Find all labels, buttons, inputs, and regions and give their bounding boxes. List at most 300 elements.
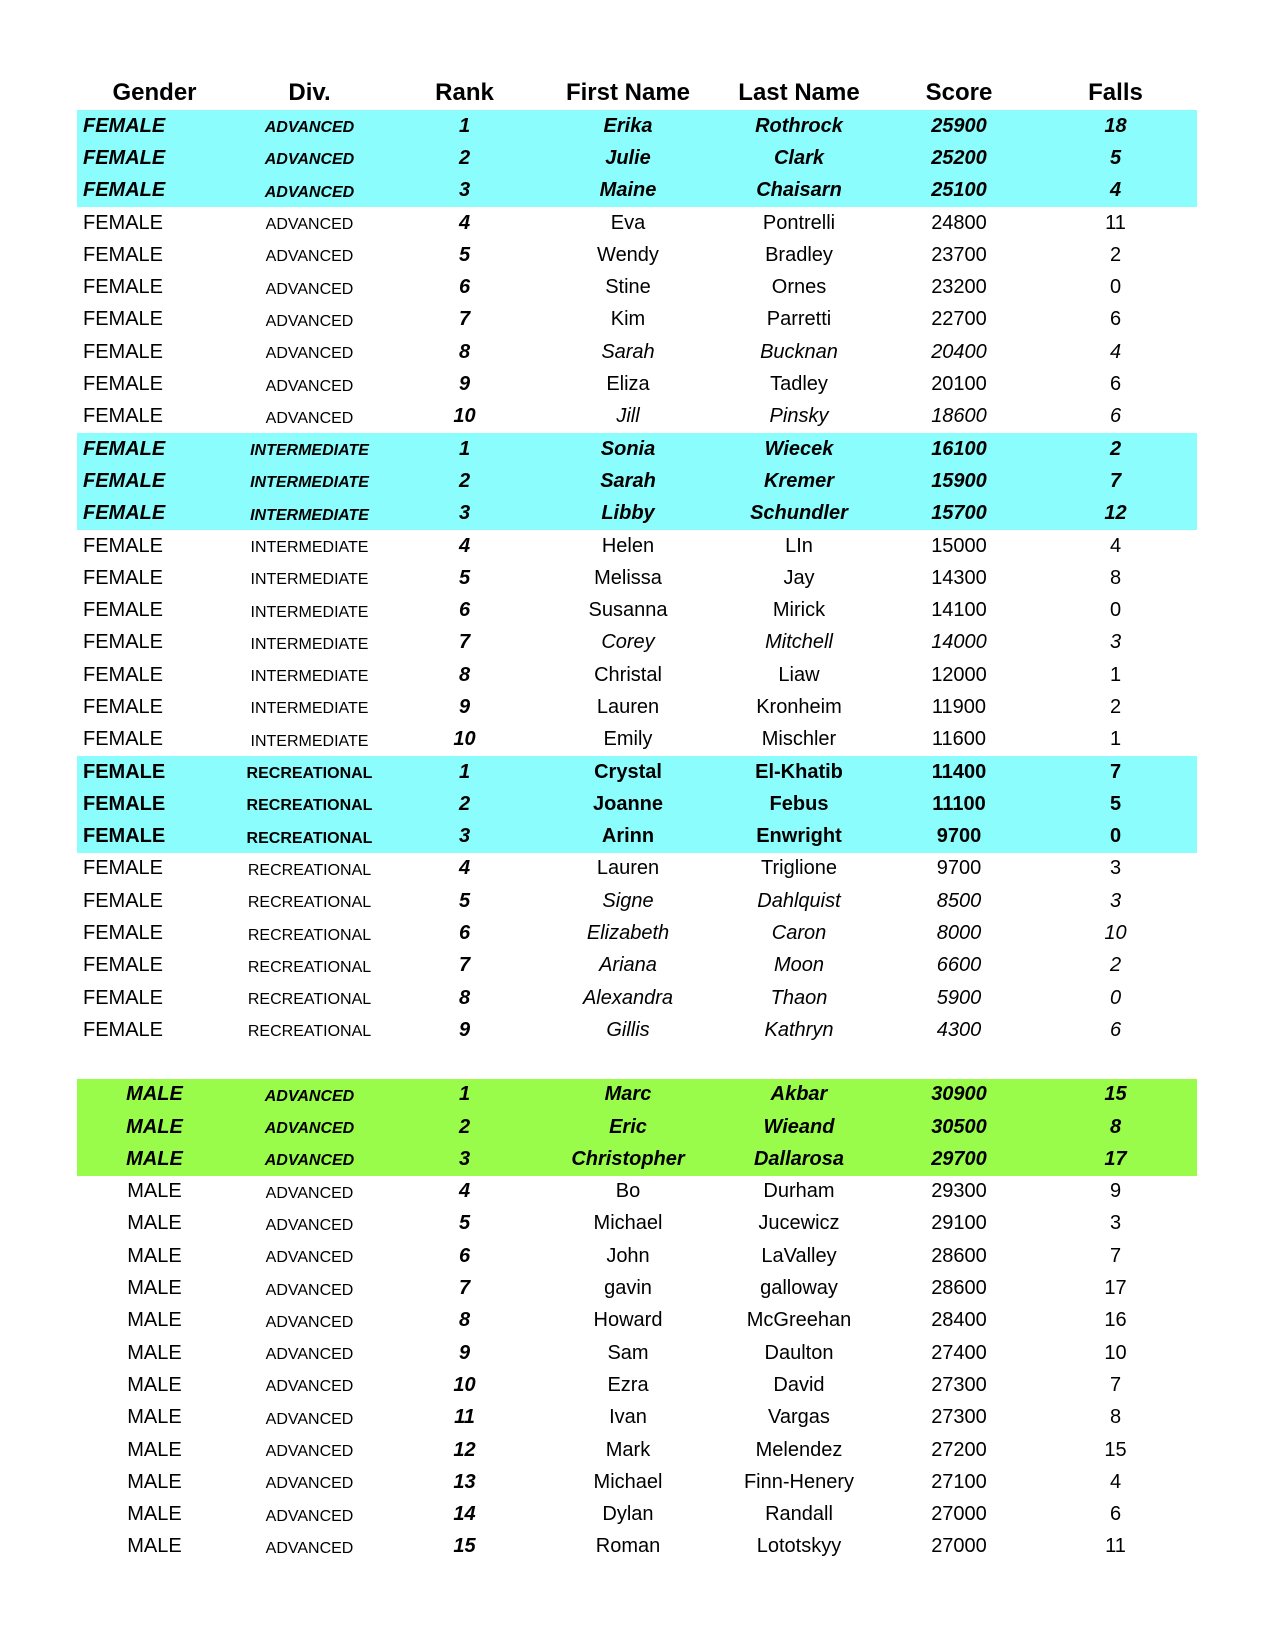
gender-cell: FEMALE bbox=[83, 373, 164, 396]
score-cell: 27200 bbox=[931, 1438, 987, 1461]
first-name-cell: Lauren bbox=[596, 857, 660, 880]
rank-cell: 9 bbox=[458, 373, 471, 396]
division-cell: ADVANCED bbox=[265, 1539, 354, 1557]
first-name-cell: Lauren bbox=[596, 695, 660, 718]
division-cell: INTERMEDIATE bbox=[250, 442, 369, 460]
score-cell: 28600 bbox=[931, 1277, 987, 1300]
gender-cell: FEMALE bbox=[83, 405, 164, 428]
falls-cell: 16 bbox=[1104, 1309, 1127, 1332]
division-cell: ADVANCED bbox=[265, 409, 354, 427]
falls-cell: 10 bbox=[1104, 1341, 1127, 1364]
rank-cell: 7 bbox=[458, 1277, 471, 1300]
score-cell: 11900 bbox=[931, 695, 987, 718]
score-cell: 8000 bbox=[936, 922, 982, 945]
falls-cell: 9 bbox=[1109, 1180, 1122, 1203]
table-row bbox=[77, 401, 1197, 433]
falls-cell: 6 bbox=[1109, 1503, 1122, 1526]
division-cell: RECREATIONAL bbox=[246, 765, 373, 783]
rank-cell: 5 bbox=[458, 889, 471, 912]
falls-cell: 4 bbox=[1109, 1470, 1122, 1493]
first-name-cell: Erika bbox=[603, 114, 653, 137]
gender-cell: FEMALE bbox=[83, 1018, 164, 1041]
last-name-cell: Akbar bbox=[770, 1083, 828, 1106]
score-cell: 12000 bbox=[931, 663, 987, 686]
division-cell: RECREATIONAL bbox=[247, 894, 372, 912]
score-cell: 23700 bbox=[931, 243, 987, 266]
rank-cell: 3 bbox=[458, 1147, 471, 1170]
score-cell: 25200 bbox=[931, 146, 987, 169]
rank-cell: 9 bbox=[458, 695, 471, 718]
division-cell: ADVANCED bbox=[265, 1410, 354, 1428]
last-name-cell: Finn-Henery bbox=[743, 1470, 855, 1493]
last-name-cell: Bradley bbox=[765, 243, 833, 266]
division-cell: ADVANCED bbox=[264, 1152, 355, 1170]
first-name-cell: Joanne bbox=[592, 792, 664, 815]
first-name-cell: Julie bbox=[605, 146, 651, 169]
first-name-cell: Eric bbox=[609, 1115, 647, 1138]
last-name-cell: Enwright bbox=[756, 825, 842, 848]
division-cell: ADVANCED bbox=[265, 1475, 354, 1493]
first-name-cell: Ariana bbox=[599, 954, 657, 977]
division-cell: INTERMEDIATE bbox=[250, 635, 369, 653]
first-name-cell: Alexandra bbox=[582, 986, 674, 1009]
division-cell: ADVANCED bbox=[265, 1378, 354, 1396]
falls-cell: 18 bbox=[1104, 114, 1127, 137]
gender-cell: FEMALE bbox=[83, 825, 166, 848]
falls-cell: 6 bbox=[1109, 373, 1122, 396]
table-row bbox=[77, 1337, 1197, 1369]
last-name-cell: Parretti bbox=[766, 308, 832, 331]
table-row bbox=[77, 110, 1197, 142]
last-name-cell: Mirick bbox=[772, 599, 826, 622]
table-row bbox=[77, 465, 1197, 497]
table-row bbox=[77, 530, 1197, 562]
score-cell: 28400 bbox=[931, 1309, 987, 1332]
score-cell: 11100 bbox=[932, 792, 986, 815]
rank-cell: 9 bbox=[458, 1018, 471, 1041]
first-name-cell: Stine bbox=[605, 276, 651, 299]
first-name-cell: Kim bbox=[610, 308, 646, 331]
gender-cell: MALE bbox=[126, 1115, 183, 1138]
table-row bbox=[77, 917, 1197, 949]
last-name-cell: LaValley bbox=[761, 1244, 837, 1267]
table-row bbox=[77, 1369, 1197, 1401]
falls-cell: 6 bbox=[1109, 405, 1122, 428]
score-cell: 27300 bbox=[931, 1373, 987, 1396]
gender-cell: MALE bbox=[127, 1277, 182, 1300]
table-row bbox=[77, 1531, 1197, 1563]
first-name-cell: Eva bbox=[610, 211, 646, 234]
rank-cell: 15 bbox=[453, 1535, 476, 1558]
gender-cell: MALE bbox=[127, 1180, 182, 1203]
division-cell: ADVANCED bbox=[265, 377, 354, 395]
division-cell: ADVANCED bbox=[265, 1313, 354, 1331]
division-cell: ADVANCED bbox=[265, 1184, 354, 1202]
division-cell: ADVANCED bbox=[264, 119, 355, 137]
last-name-cell: Clark bbox=[773, 146, 825, 169]
last-name-cell: Tadley bbox=[770, 373, 828, 396]
gender-cell: FEMALE bbox=[83, 986, 164, 1009]
last-name-cell: Vargas bbox=[768, 1406, 830, 1429]
gender-cell: MALE bbox=[127, 1406, 182, 1429]
gender-cell: MALE bbox=[127, 1341, 182, 1364]
rank-cell: 7 bbox=[458, 308, 471, 331]
falls-cell: 4 bbox=[1109, 534, 1122, 557]
table-row bbox=[77, 1240, 1197, 1272]
score-cell: 6600 bbox=[936, 954, 982, 977]
table-row bbox=[77, 1143, 1197, 1175]
table-row bbox=[77, 1498, 1197, 1530]
falls-cell: 2 bbox=[1109, 243, 1122, 266]
rank-cell: 4 bbox=[458, 857, 471, 880]
first-name-cell: Sonia bbox=[600, 437, 656, 460]
first-name-cell: Mark bbox=[605, 1438, 651, 1461]
first-name-cell: Christal bbox=[594, 663, 662, 686]
score-cell: 14300 bbox=[931, 566, 987, 589]
gender-cell: FEMALE bbox=[83, 340, 164, 363]
gender-cell: FEMALE bbox=[83, 146, 166, 169]
division-cell: ADVANCED bbox=[264, 151, 355, 169]
table-row bbox=[77, 142, 1197, 174]
score-cell: 18600 bbox=[931, 405, 987, 428]
rank-cell: 10 bbox=[453, 405, 476, 428]
gender-cell: FEMALE bbox=[83, 114, 166, 137]
first-name-cell: Ivan bbox=[609, 1406, 647, 1429]
falls-cell: 3 bbox=[1109, 631, 1122, 654]
falls-cell: 3 bbox=[1109, 889, 1122, 912]
gender-cell: FEMALE bbox=[83, 857, 164, 880]
table-row bbox=[77, 433, 1197, 465]
division-cell: INTERMEDIATE bbox=[250, 571, 369, 589]
division-cell: ADVANCED bbox=[265, 312, 354, 330]
falls-cell: 8 bbox=[1109, 1115, 1122, 1138]
last-name-cell: Durham bbox=[763, 1180, 835, 1203]
table-row bbox=[77, 756, 1197, 788]
last-name-cell: Jay bbox=[783, 566, 815, 589]
division-cell: ADVANCED bbox=[264, 1087, 355, 1105]
falls-cell: 15 bbox=[1104, 1083, 1127, 1106]
first-name-cell: Libby bbox=[601, 502, 655, 525]
last-name-cell: Lototskyy bbox=[756, 1535, 842, 1558]
division-cell: INTERMEDIATE bbox=[250, 506, 369, 524]
rank-cell: 5 bbox=[458, 566, 471, 589]
last-name-cell: Moon bbox=[773, 954, 825, 977]
gender-cell: MALE bbox=[127, 1438, 182, 1461]
falls-cell: 15 bbox=[1104, 1438, 1127, 1461]
last-name-cell: Mischler bbox=[761, 728, 837, 751]
last-name-cell: Liaw bbox=[778, 663, 820, 686]
last-name-cell: Chaisarn bbox=[756, 179, 842, 202]
gender-cell: FEMALE bbox=[83, 437, 166, 460]
rank-cell: 9 bbox=[458, 1341, 471, 1364]
last-name-cell: Ornes bbox=[771, 276, 827, 299]
score-cell: 16100 bbox=[931, 437, 987, 460]
last-name-cell: Bucknan bbox=[760, 340, 838, 363]
falls-cell: 1 bbox=[1109, 663, 1122, 686]
division-cell: ADVANCED bbox=[265, 280, 354, 298]
table-row bbox=[77, 1305, 1197, 1337]
score-cell: 23200 bbox=[931, 276, 987, 299]
table-row bbox=[77, 821, 1197, 853]
last-name-cell: Melendez bbox=[755, 1438, 843, 1461]
first-name-cell: Sarah bbox=[600, 469, 656, 492]
first-name-cell: Crystal bbox=[594, 760, 662, 783]
falls-cell: 7 bbox=[1109, 1373, 1122, 1396]
rank-cell: 3 bbox=[458, 502, 471, 525]
division-cell: RECREATIONAL bbox=[247, 958, 372, 976]
table-row bbox=[77, 594, 1197, 626]
falls-cell: 3 bbox=[1109, 1212, 1122, 1235]
gender-cell: FEMALE bbox=[83, 695, 164, 718]
rank-cell: 8 bbox=[458, 663, 471, 686]
gender-cell: FEMALE bbox=[83, 566, 164, 589]
division-cell: INTERMEDIATE bbox=[250, 474, 369, 492]
division-cell: ADVANCED bbox=[265, 1443, 354, 1461]
header-score: Score bbox=[925, 79, 993, 106]
division-cell: ADVANCED bbox=[265, 1281, 354, 1299]
first-name-cell: John bbox=[606, 1244, 650, 1267]
division-cell: ADVANCED bbox=[264, 183, 355, 201]
table-row bbox=[77, 627, 1197, 659]
division-cell: ADVANCED bbox=[264, 1120, 355, 1138]
rank-cell: 10 bbox=[453, 728, 476, 751]
score-cell: 29700 bbox=[931, 1147, 987, 1170]
rank-cell: 2 bbox=[458, 146, 471, 169]
falls-cell: 8 bbox=[1109, 1406, 1122, 1429]
gender-cell: FEMALE bbox=[83, 954, 164, 977]
falls-cell: 4 bbox=[1109, 179, 1122, 202]
header-rank: Rank bbox=[435, 79, 494, 106]
rank-cell: 5 bbox=[458, 1212, 471, 1235]
division-cell: INTERMEDIATE bbox=[250, 732, 369, 750]
gender-cell: MALE bbox=[127, 1373, 182, 1396]
table-row bbox=[77, 853, 1197, 885]
gender-cell: FEMALE bbox=[83, 211, 164, 234]
table-row bbox=[77, 1079, 1197, 1111]
score-cell: 28600 bbox=[931, 1244, 987, 1267]
table-row bbox=[77, 1111, 1197, 1143]
header-falls: Falls bbox=[1088, 79, 1143, 106]
score-cell: 15900 bbox=[931, 469, 987, 492]
rank-cell: 10 bbox=[453, 1373, 476, 1396]
score-cell: 27000 bbox=[931, 1535, 987, 1558]
table-row bbox=[77, 885, 1197, 917]
rank-cell: 3 bbox=[458, 825, 471, 848]
division-cell: INTERMEDIATE bbox=[250, 668, 369, 686]
rank-cell: 14 bbox=[453, 1503, 476, 1526]
first-name-cell: Sarah bbox=[601, 340, 655, 363]
division-cell: ADVANCED bbox=[265, 248, 354, 266]
score-cell: 20400 bbox=[931, 340, 987, 363]
gender-cell: FEMALE bbox=[83, 308, 164, 331]
rank-cell: 7 bbox=[458, 631, 471, 654]
rank-cell: 6 bbox=[458, 599, 471, 622]
gender-cell: FEMALE bbox=[83, 792, 166, 815]
rank-cell: 6 bbox=[458, 1244, 471, 1267]
last-name-cell: Dahlquist bbox=[757, 889, 841, 912]
gender-cell: MALE bbox=[127, 1309, 182, 1332]
table-row bbox=[77, 788, 1197, 820]
score-cell: 4300 bbox=[936, 1018, 982, 1041]
rank-cell: 5 bbox=[458, 243, 471, 266]
last-name-cell: galloway bbox=[760, 1277, 838, 1300]
score-cell: 9700 bbox=[936, 825, 982, 848]
score-cell: 14100 bbox=[931, 599, 987, 622]
last-name-cell: Daulton bbox=[764, 1341, 834, 1364]
division-cell: RECREATIONAL bbox=[247, 926, 372, 944]
rank-cell: 8 bbox=[458, 1309, 471, 1332]
table-row bbox=[77, 562, 1197, 594]
last-name-cell: Thaon bbox=[770, 986, 828, 1009]
table-row bbox=[77, 982, 1197, 1014]
gender-cell: FEMALE bbox=[83, 502, 166, 525]
division-cell: INTERMEDIATE bbox=[250, 700, 369, 718]
last-name-cell: Kathryn bbox=[764, 1018, 834, 1041]
last-name-cell: Rothrock bbox=[755, 114, 843, 137]
gender-cell: FEMALE bbox=[83, 889, 164, 912]
falls-cell: 1 bbox=[1109, 728, 1122, 751]
table-row bbox=[77, 207, 1197, 239]
falls-cell: 2 bbox=[1109, 437, 1122, 460]
female-section bbox=[77, 110, 1197, 1047]
falls-cell: 5 bbox=[1109, 792, 1122, 815]
first-name-cell: Maine bbox=[599, 179, 657, 202]
score-cell: 15700 bbox=[931, 502, 987, 525]
division-cell: ADVANCED bbox=[265, 1249, 354, 1267]
score-cell: 11600 bbox=[931, 728, 987, 751]
table-row bbox=[77, 1014, 1197, 1046]
score-cell: 14000 bbox=[931, 631, 987, 654]
male-section bbox=[77, 1079, 1197, 1563]
score-cell: 30500 bbox=[931, 1115, 987, 1138]
score-cell: 20100 bbox=[931, 373, 987, 396]
last-name-cell: El-Khatib bbox=[755, 760, 843, 783]
falls-cell: 4 bbox=[1109, 340, 1122, 363]
table-row bbox=[77, 1208, 1197, 1240]
table-row bbox=[77, 1466, 1197, 1498]
score-cell: 27300 bbox=[931, 1406, 987, 1429]
falls-cell: 6 bbox=[1109, 1018, 1122, 1041]
last-name-cell: Randall bbox=[765, 1503, 833, 1526]
last-name-cell: Pinsky bbox=[769, 405, 829, 428]
falls-cell: 6 bbox=[1109, 308, 1122, 331]
division-cell: RECREATIONAL bbox=[246, 797, 373, 815]
rank-cell: 8 bbox=[458, 340, 471, 363]
table-row bbox=[77, 691, 1197, 723]
rank-cell: 2 bbox=[458, 792, 471, 815]
first-name-cell: Ezra bbox=[607, 1373, 649, 1396]
score-cell: 24800 bbox=[931, 211, 987, 234]
rank-cell: 7 bbox=[458, 954, 471, 977]
division-cell: RECREATIONAL bbox=[247, 1023, 372, 1041]
table-row bbox=[77, 1272, 1197, 1304]
first-name-cell: Michael bbox=[593, 1470, 663, 1493]
gender-cell: MALE bbox=[127, 1470, 182, 1493]
score-cell: 5900 bbox=[936, 986, 982, 1009]
table-row bbox=[77, 950, 1197, 982]
gender-cell: FEMALE bbox=[83, 663, 164, 686]
last-name-cell: Febus bbox=[769, 792, 829, 815]
last-name-cell: Kronheim bbox=[756, 695, 842, 718]
rank-cell: 11 bbox=[454, 1406, 475, 1429]
division-cell: ADVANCED bbox=[265, 1507, 354, 1525]
score-cell: 27000 bbox=[931, 1503, 987, 1526]
falls-cell: 8 bbox=[1109, 566, 1122, 589]
table-row bbox=[77, 659, 1197, 691]
last-name-cell: Dallarosa bbox=[753, 1147, 845, 1170]
header-div: Div. bbox=[288, 79, 331, 106]
table-row bbox=[77, 1434, 1197, 1466]
rank-cell: 1 bbox=[458, 1083, 471, 1106]
division-cell: INTERMEDIATE bbox=[250, 603, 369, 621]
first-name-cell: Christopher bbox=[571, 1147, 685, 1170]
score-cell: 11400 bbox=[931, 760, 987, 783]
rank-cell: 4 bbox=[458, 534, 471, 557]
division-cell: ADVANCED bbox=[265, 345, 354, 363]
gender-cell: FEMALE bbox=[83, 922, 164, 945]
falls-cell: 3 bbox=[1109, 857, 1122, 880]
falls-cell: 7 bbox=[1109, 469, 1122, 492]
division-cell: RECREATIONAL bbox=[247, 861, 372, 879]
falls-cell: 10 bbox=[1104, 922, 1127, 945]
first-name-cell: Corey bbox=[601, 631, 655, 654]
gender-cell: FEMALE bbox=[83, 534, 164, 557]
gender-cell: FEMALE bbox=[83, 599, 164, 622]
falls-cell: 11 bbox=[1105, 1535, 1126, 1558]
first-name-cell: Marc bbox=[604, 1083, 652, 1106]
falls-cell: 7 bbox=[1109, 1244, 1122, 1267]
first-name-cell: Sam bbox=[607, 1341, 649, 1364]
division-cell: ADVANCED bbox=[265, 1346, 354, 1364]
first-name-cell: Wendy bbox=[597, 243, 659, 266]
last-name-cell: Triglione bbox=[761, 857, 837, 880]
first-name-cell: Roman bbox=[595, 1535, 661, 1558]
table-row bbox=[77, 1402, 1197, 1434]
last-name-cell: Wieand bbox=[763, 1115, 835, 1138]
score-cell: 25100 bbox=[931, 179, 987, 202]
gender-cell: FEMALE bbox=[83, 631, 164, 654]
rank-cell: 6 bbox=[458, 922, 471, 945]
last-name-cell: Jucewicz bbox=[758, 1212, 840, 1235]
gender-cell: FEMALE bbox=[83, 760, 166, 783]
score-cell: 25900 bbox=[931, 114, 987, 137]
header-row bbox=[77, 76, 1197, 110]
first-name-cell: gavin bbox=[604, 1277, 652, 1300]
falls-cell: 0 bbox=[1109, 825, 1122, 848]
falls-cell: 17 bbox=[1104, 1277, 1127, 1300]
falls-cell: 0 bbox=[1109, 986, 1122, 1009]
rank-cell: 13 bbox=[453, 1470, 476, 1493]
table-row bbox=[77, 304, 1197, 336]
table-row bbox=[77, 175, 1197, 207]
last-name-cell: McGreehan bbox=[746, 1309, 852, 1332]
table-row bbox=[77, 271, 1197, 303]
first-name-cell: Signe bbox=[602, 889, 654, 912]
table-row bbox=[77, 368, 1197, 400]
table-row bbox=[77, 498, 1197, 530]
gender-cell: FEMALE bbox=[83, 243, 164, 266]
table-row bbox=[77, 1176, 1197, 1208]
first-name-cell: Jill bbox=[616, 405, 640, 428]
first-name-cell: Eliza bbox=[606, 373, 650, 396]
section-gap bbox=[77, 1047, 1197, 1079]
gender-cell: MALE bbox=[126, 1083, 183, 1106]
falls-cell: 5 bbox=[1109, 146, 1122, 169]
score-cell: 8500 bbox=[936, 889, 982, 912]
gender-cell: MALE bbox=[127, 1535, 182, 1558]
rank-cell: 1 bbox=[458, 114, 471, 137]
first-name-cell: Helen bbox=[601, 534, 655, 557]
